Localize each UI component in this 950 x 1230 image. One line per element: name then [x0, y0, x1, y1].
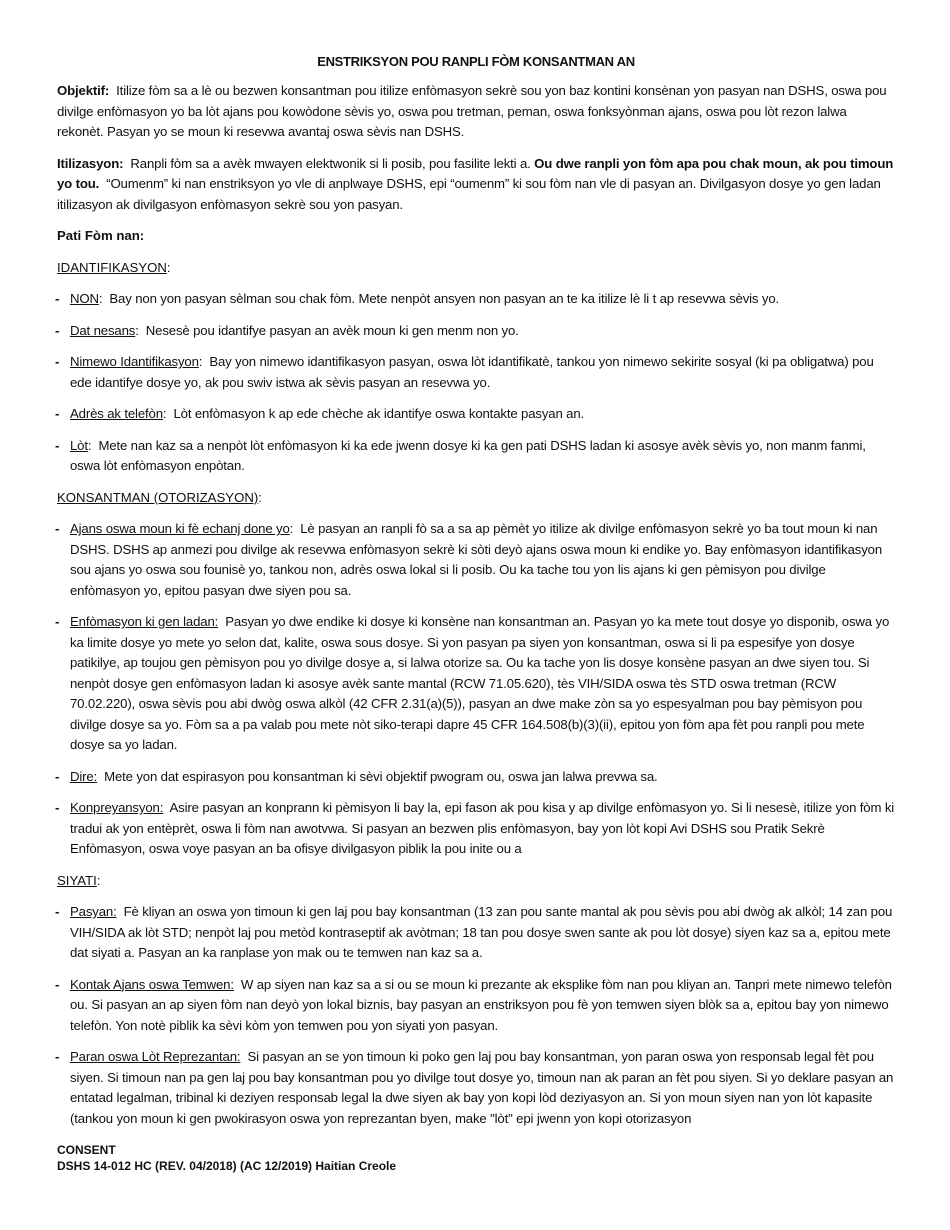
item-label: Paran oswa Lòt Reprezantan: — [70, 1049, 241, 1064]
bullet-dash: - — [55, 354, 60, 369]
section-heading: KONSANTMAN (OTORIZASYON): — [57, 489, 262, 505]
objektif-label: Objektif: — [57, 83, 110, 98]
section-heading-text: KONSANTMAN (OTORIZASYON) — [57, 489, 259, 505]
objektif-text: Itilize fòm sa a lè ou bezwen konsantman pou itilize enfòmasyon sekrè sou yon baz kontini konsènan yon pasyan nan DSHS, oswa pou divilge enfòmasyon yo ba lòt ajans pou kowòdone sèvis yo, oswa pou tretman, peman, oswa fonksyònman ajans, oswa pou lòt rezon lalwa rekonèt. Pasyan yo se moun ki resevwa avantaj oswa sèvis nan DSHS. — [57, 83, 887, 139]
item-label: Lòt — [70, 437, 88, 453]
footer — [57, 1142, 396, 1174]
pati-label — [57, 226, 895, 247]
list-item: - Dat nesans: Nesesè pou idantifye pasyan an avèk moun ki gen menm non yo. — [57, 321, 895, 342]
bullet-dash: - — [55, 976, 60, 992]
item-label: Adrès ak telefòn — [70, 406, 163, 421]
item-text: W ap siyen nan kaz sa a si ou se moun ki prezante ak eksplike fòm nan pou kliyan an. Tanpri mete nimewo telefòn ou. Si pasyan an ap siyen fòm nan deyò yon lokal biznis, bay pasyan an enstriksyon pou fè yon temwen siyen blòk sa a, epitou bay yon nimewo telefòn. Yon notè piblik ka sèvi kòm yon temwen pou yon siyati yon pasyan. — [70, 976, 892, 1033]
list-item: - NON: Bay non yon pasyan sèlman sou chak fòm. Mete nenpòt ansyen non pasyan an te ka itilize lè li t ap resevwa sèvis yo. — [57, 289, 895, 310]
item-label: Nimewo Idantifikasyon — [70, 354, 199, 369]
item-text: Bay non yon pasyan sèlman sou chak fòm. Mete nenpòt ansyen non pasyan an te ka itilize lè li t ap resevwa sèvis yo. — [109, 291, 780, 306]
itilizasyon-bold: Ou dwe ranpli yon fòm apa pou chak moun, ak pou timoun yo tou. — [57, 155, 894, 191]
list-item — [57, 975, 895, 1037]
item-text: Asire pasyan an konprann ki pèmisyon li bay la, epi fason ak pou kisa y ap divilge enfòmasyon yo. Si li nesesè, itilize yon fòm ki tradui ak yon entèprèt, oswa li fòm nan awotvwa. Si pasyan an bezwen plis enfòmasyon, bay yon lòt kopi Avi DSHS sou Pratik Sekrè Enfòmasyon, oswa voye pasyan an ba ofisye divilgasyon piblik la pou inite ou a — [70, 800, 895, 856]
itilizasyon-label: Itilizasyon: — [57, 155, 124, 171]
item-text: Pasyan yo dwe endike ki dosye ki konsène nan konsantman an. Pasyan yo ka mete tout dosye yo disponib, oswa yo ka limite dosye yo mete yo selon dat, kalite, oswa sous dosye. Si yon pasyan pa siyen yon konsantman, oswa si li pa espesifye yon dosye patikilye, ap toujou gen pèmisyon pou yo divilge dosye a, si lalwa otorize sa. Ou ka tache yon lis dosye konsène pasyan an dwe siyen tou. Si nenpòt dosye gen enfòmasyon ladan ki asosye avèk sante mantal (RCW 71.05.620), tès VIH/SIDA oswa tès STD oswa tretman (RCW 70.02.220), oswa sèvis pou abi dwòg oswa alkòl (42 CFR 2.31(a)(5)), pasyan an dwe make zòn sa yo espesyalman pou bay pèmisyon pou divilge dosye sa yo. Fòm sa a pa valab pou mete nòt siko-terapi dapre 45 CFR 164.508(b)(3)(ii), epitou yon fòm apa fèt pou ranpli pou mete dosye sa yo ladan. — [70, 614, 890, 752]
bullet-dash: - — [55, 800, 60, 815]
document-title: ENSTRIKSYON POU RANPLI FÒM KONSANTMAN AN — [317, 54, 635, 69]
itilizasyon-paragraph — [57, 154, 895, 216]
section-heading-text: SIYATI — [57, 872, 97, 888]
list-item: - Adrès ak telefòn: Lòt enfòmasyon k ap ede chèche ak idantifye oswa kontakte pasyan an. — [57, 404, 895, 425]
bullet-dash: - — [55, 406, 60, 421]
item-label: Ajans oswa moun ki fè echanj done yo — [70, 521, 290, 536]
objektif-paragraph — [57, 81, 895, 143]
item-text: Lè pasyan an ranpli fò sa a sa ap pèmèt yo itilize ak divilge enfòmasyon sekrè yo ba tout moun ki nan DSHS. DSHS ap anmezi pou divilge ak resevwa enfòmasyon sekrè ki sòti deyò ajans oswa moun ki endike yo. Bay enfòmasyon idantifikasyon sou ajans yo oswa sou founisè yo, tankou non, adrès oswa lokal si li posib. Ou ka tache tou yon lis ajans ki gen pèmisyon pou divilge enfòmasyon yo, epitou pasyan dwe siyen pou sa. — [70, 521, 883, 598]
section-heading-text: IDANTIFIKASYON — [57, 259, 167, 275]
bullet-dash: - — [55, 614, 60, 629]
item-label: Enfòmasyon ki gen ladan: — [70, 614, 219, 629]
item-label: Dat nesans — [70, 322, 136, 338]
item-text: Fè kliyan an oswa yon timoun ki gen laj pou bay konsantman (13 zan pou sante mantal ak pou sèvis pou abi dwòg ak alkòl; 14 zan pou VIH/SIDA ak lòt STD; nenpòt laj pou metòd kontraseptif ak avòtman; 18 tan pou dosye swen sante ak pou lòt dosye) siyen kaz sa a, epitou mete dat siyati a. Pasyan an ka ranplase yon mak ou te temwen nan kaz sa a. — [70, 904, 893, 960]
pati-label-text: Pati Fòm nan: — [57, 228, 145, 243]
itilizasyon-text-2: “Oumenm” ki nan enstriksyon yo vle di anplwaye DSHS, epi “oumenm” ki sou fòm nan vle di pasyan an. Divilgasyon dosye yo gen ladan itilizasyon ak divilgasyon enfòmasyon sekrè sou yon pasyan. — [57, 176, 881, 212]
footer-form-name: CONSENT — [57, 1143, 116, 1157]
item-text: Mete yon dat espirasyon pou konsantman ki sèvi objektif pwogram ou, oswa jan lalwa prevwa sa. — [104, 768, 658, 784]
item-label: NON — [70, 291, 99, 306]
bullet-dash: - — [55, 768, 60, 784]
bullet-dash: - — [55, 904, 60, 919]
list-item: - Nimewo Idantifikasyon: Bay yon nimewo idantifikasyon pasyan, oswa lòt idantifikatè, tankou yon nimewo sekirite sosyal (ki pa obligatwa) pou ede idantifye dosye yo, ak pou swiv istwa ak sèvis pasyan an resevwa yo. — [55, 354, 874, 390]
section-heading: IDANTIFIKASYON: — [57, 259, 171, 275]
item-label: Pasyan: — [70, 904, 117, 919]
bullet-dash: - — [55, 291, 60, 306]
list-item: - Lòt: Mete nan kaz sa a nenpòt lòt enfòmasyon ki ka ede jwenn dosye ki ka gen pati DSHS ladan ki asosye avèk sèvis yo, non manm fanmi, oswa lòt enfòmasyon enpòtan. — [55, 437, 866, 473]
item-label: Konpreyansyon: — [70, 800, 164, 815]
list-item — [57, 767, 895, 788]
list-item — [57, 798, 895, 860]
sections — [57, 258, 895, 1130]
list-item — [57, 1047, 895, 1129]
bullet-dash: - — [55, 322, 60, 338]
item-text: Mete nan kaz sa a nenpòt lòt enfòmasyon ki ka ede jwenn dosye ki ka gen pati DSHS ladan ki asosye avèk sèvis yo, non manm fanmi, oswa lòt enfòmasyon enpòtan. — [70, 437, 866, 473]
document-page — [57, 54, 895, 1140]
bullet-dash: - — [55, 437, 60, 453]
list-item: - Ajans oswa moun ki fè echanj done yo: Lè pasyan an ranpli fò sa a sa ap pèmèt yo itilize ak divilge enfòmasyon sekrè yo ba tout moun ki nan DSHS. DSHS ap anmezi pou divilge ak resevwa enfòmasyon sekrè ki sòti deyò ajans oswa moun ki endike yo. Bay enfòmasyon idantifikasyon sou ajans yo oswa sou founisè yo, tankou non, adrès oswa lokal si li posib. Ou ka tache tou yon lis ajans ki gen pèmisyon pou divilge enfòmasyon yo, epitou pasyan dwe siyen pou sa. — [55, 521, 883, 598]
bullet-dash: - — [55, 1049, 60, 1064]
bullet-dash: - — [55, 521, 60, 536]
list-item — [57, 612, 895, 756]
item-text: Bay yon nimewo idantifikasyon pasyan, oswa lòt idantifikatè, tankou yon nimewo sekirite sosyal (ki pa obligatwa) pou ede idantifye dosye yo, ak pou swiv istwa ak sèvis pasyan an resevwa yo. — [70, 354, 874, 390]
list-item — [57, 902, 895, 964]
footer-form-number: DSHS 14-012 HC (REV. 04/2018) (AC 12/2019) Haitian Creole — [57, 1159, 397, 1173]
itilizasyon-text: Ranpli fòm sa a avèk mwayen elektwonik si li posib, pou fasilite lekti a. — [130, 155, 531, 171]
section-heading: SIYATI: — [57, 872, 101, 888]
item-label: Kontak Ajans oswa Temwen: — [70, 976, 234, 992]
item-text: Si pasyan an se yon timoun ki poko gen laj pou bay konsantman, yon paran oswa yon responsab legal fèt pou siyen. Si timoun nan pa gen laj pou bay konsantman pou yo divilge tout dosye yo, timoun nan ak paran an fèt pou siyen. Si yo deklare pasyan an entatad legalman, tribinal ki deziyen responsab legal la dwe siyen ak bay yon kopi lòd deziyasyon an. Si yon moun siyen nan yon lòt kapasite (tankou yon moun ki gen pwokirasyon oswa yon reprezantan byen, make "lòt" epi jwenn yon kopi otorizasyon — [70, 1049, 894, 1126]
item-label: Dire: — [70, 768, 98, 784]
item-text: Nesesè pou idantifye pasyan an avèk moun ki gen menm non yo. — [145, 322, 519, 338]
item-text: Lòt enfòmasyon k ap ede chèche ak idantifye oswa kontakte pasyan an. — [173, 406, 585, 421]
